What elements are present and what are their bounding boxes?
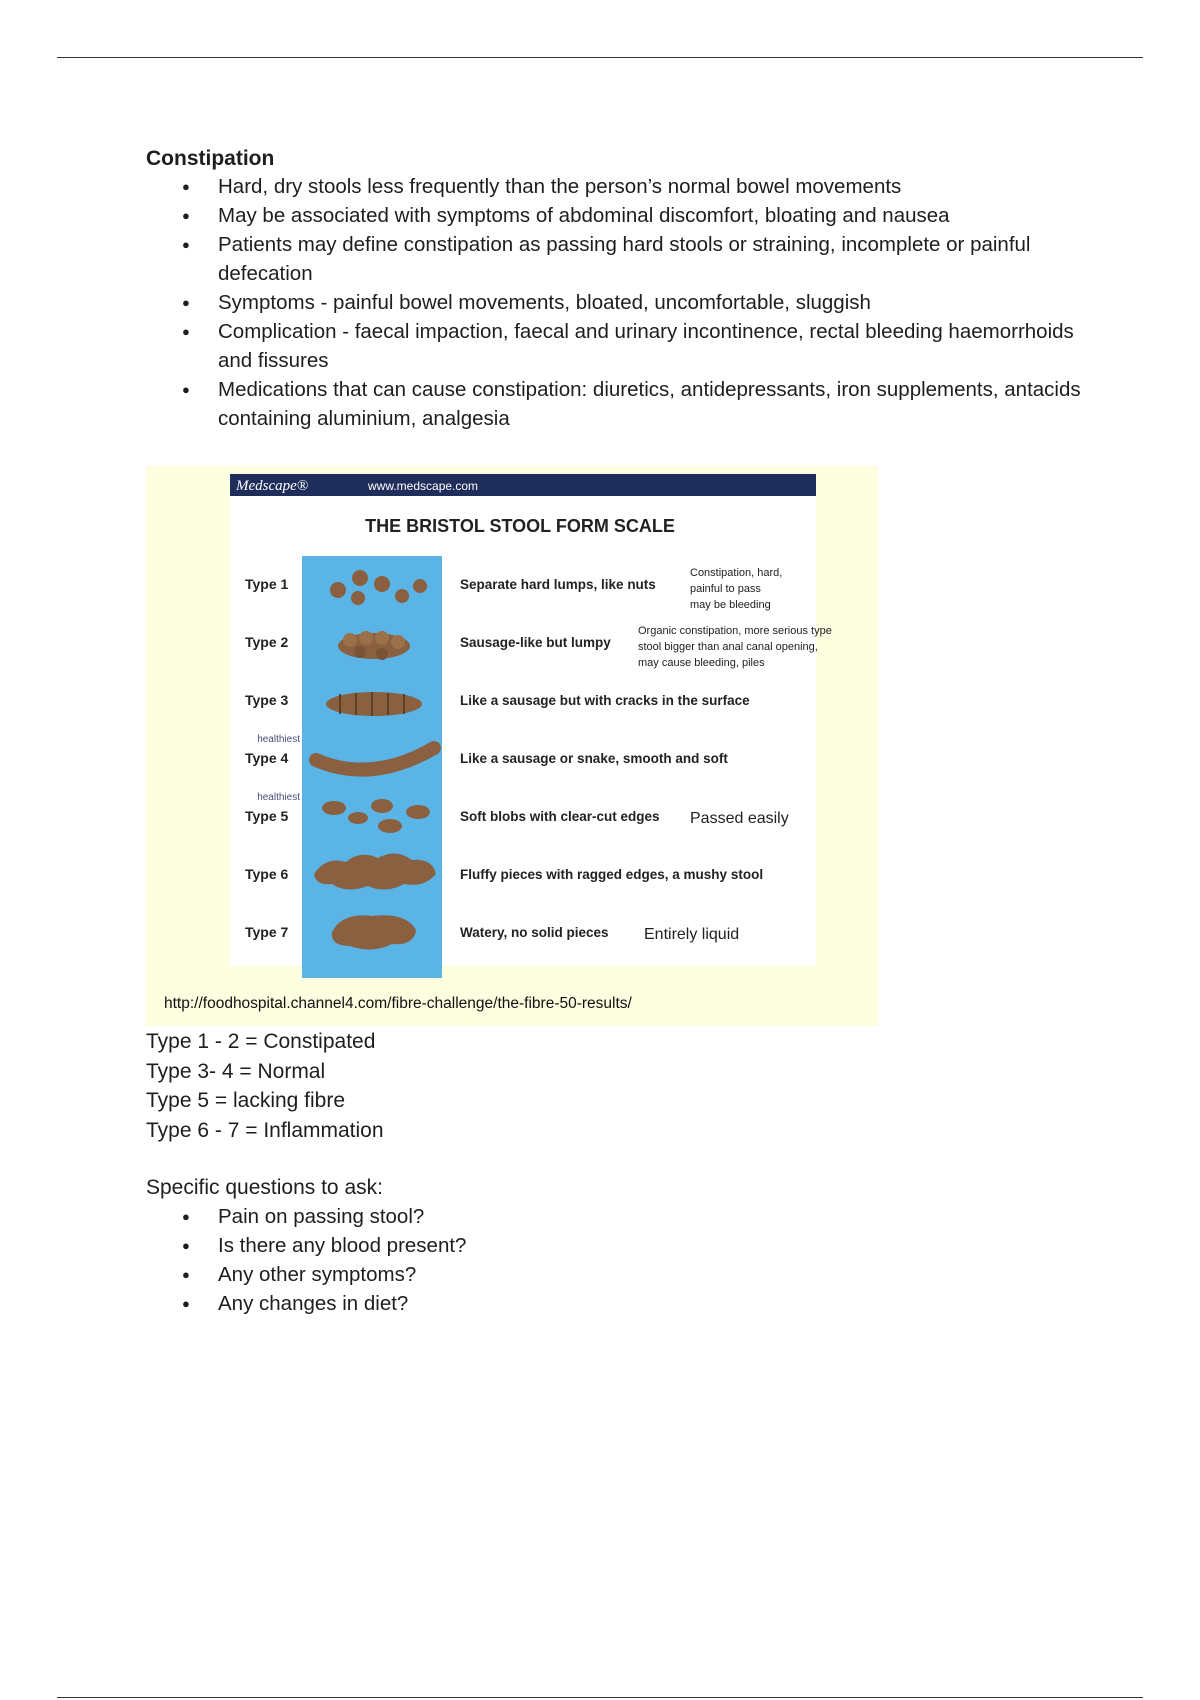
type-description: Separate hard lumps, like nuts bbox=[460, 577, 656, 592]
medscape-logo: Medscape® bbox=[236, 478, 309, 494]
scale-summary-line: Type 6 - 7 = Inflammation bbox=[146, 1118, 384, 1142]
type-note: Constipation, hard, bbox=[690, 567, 783, 579]
type-description: Soft blobs with clear-cut edges bbox=[460, 809, 660, 824]
type-label: Type 2 bbox=[245, 634, 289, 650]
list-item: ● Any changes in diet? bbox=[146, 1289, 1086, 1318]
questions-list bbox=[146, 1202, 1086, 1318]
list-item: ● Pain on passing stool? bbox=[146, 1202, 1086, 1231]
list-item: ● Complication - faecal impaction, faecal and urinary incontinence, rectal bleeding haemorrhoids and fissures bbox=[146, 317, 1086, 375]
list-item: ● Patients may define constipation as passing hard stools or straining, incomplete or painful defecation bbox=[146, 230, 1086, 288]
scale-summary-line: Type 5 = lacking fibre bbox=[146, 1089, 346, 1112]
list-item: ● Hard, dry stools less frequently than the person’s normal bowel movements bbox=[146, 172, 1086, 201]
healthiest-label-type-5: healthiest bbox=[257, 792, 300, 803]
type-note: stool bigger than anal canal opening, bbox=[638, 641, 818, 653]
constipation-list bbox=[146, 172, 1086, 433]
type-label: Type 4 bbox=[245, 750, 289, 766]
type-label: Type 7 bbox=[245, 924, 289, 940]
scale-summary-line: Type 1 - 2 = Constipated bbox=[146, 1030, 376, 1053]
section-title: Constipation bbox=[146, 147, 275, 170]
list-item: ● May be associated with symptoms of abdominal discomfort, bloating and nausea bbox=[146, 201, 1086, 230]
list-item: ● Any other symptoms? bbox=[146, 1260, 1086, 1289]
bristol-stool-chart-figure bbox=[146, 466, 878, 1026]
type-description: Watery, no solid pieces bbox=[460, 925, 609, 940]
type-note: Organic constipation, more serious type bbox=[638, 625, 832, 637]
type-label: Type 5 bbox=[245, 808, 289, 824]
medscape-banner bbox=[230, 474, 816, 496]
type-note: Passed easily bbox=[690, 810, 789, 827]
type-label: Type 6 bbox=[245, 866, 289, 882]
type-description: Like a sausage but with cracks in the surface bbox=[460, 693, 750, 708]
list-item: ● Is there any blood present? bbox=[146, 1231, 1086, 1260]
list-item: ● Medications that can cause constipation: diuretics, antidepressants, iron supplements, antacids containing aluminium, analgesia bbox=[146, 375, 1086, 433]
type-description: Like a sausage or snake, smooth and soft bbox=[460, 751, 728, 766]
scale-summary-line: Type 3- 4 = Normal bbox=[146, 1059, 326, 1083]
stool-type-3-illustration bbox=[326, 692, 422, 716]
bottom-rule bbox=[57, 1697, 1143, 1698]
type-note: Entirely liquid bbox=[644, 926, 740, 943]
type-note: painful to pass bbox=[690, 583, 761, 595]
type-description: Fluffy pieces with ragged edges, a mushy stool bbox=[460, 867, 764, 882]
type-label: Type 1 bbox=[245, 576, 289, 592]
source-url: http://foodhospital.channel4.com/fibre-challenge/the-fibre-50-results/ bbox=[164, 995, 632, 1012]
type-label: Type 3 bbox=[245, 692, 289, 708]
top-rule bbox=[57, 57, 1143, 58]
type-note: may cause bleeding, piles bbox=[638, 657, 765, 669]
type-description: Sausage-like but lumpy bbox=[460, 635, 611, 650]
type-note: may be bleeding bbox=[690, 599, 771, 611]
bristol-stool-chart bbox=[146, 466, 878, 1026]
healthiest-label-type-4: healthiest bbox=[257, 734, 300, 745]
medscape-url: www.medscape.com bbox=[368, 479, 479, 493]
scale-summary bbox=[146, 1027, 384, 1145]
chart-heading: THE BRISTOL STOOL FORM SCALE bbox=[365, 516, 675, 536]
list-item: ● Symptoms - painful bowel movements, bloated, uncomfortable, sluggish bbox=[146, 288, 1086, 317]
questions-heading: Specific questions to ask: bbox=[146, 1176, 383, 1199]
